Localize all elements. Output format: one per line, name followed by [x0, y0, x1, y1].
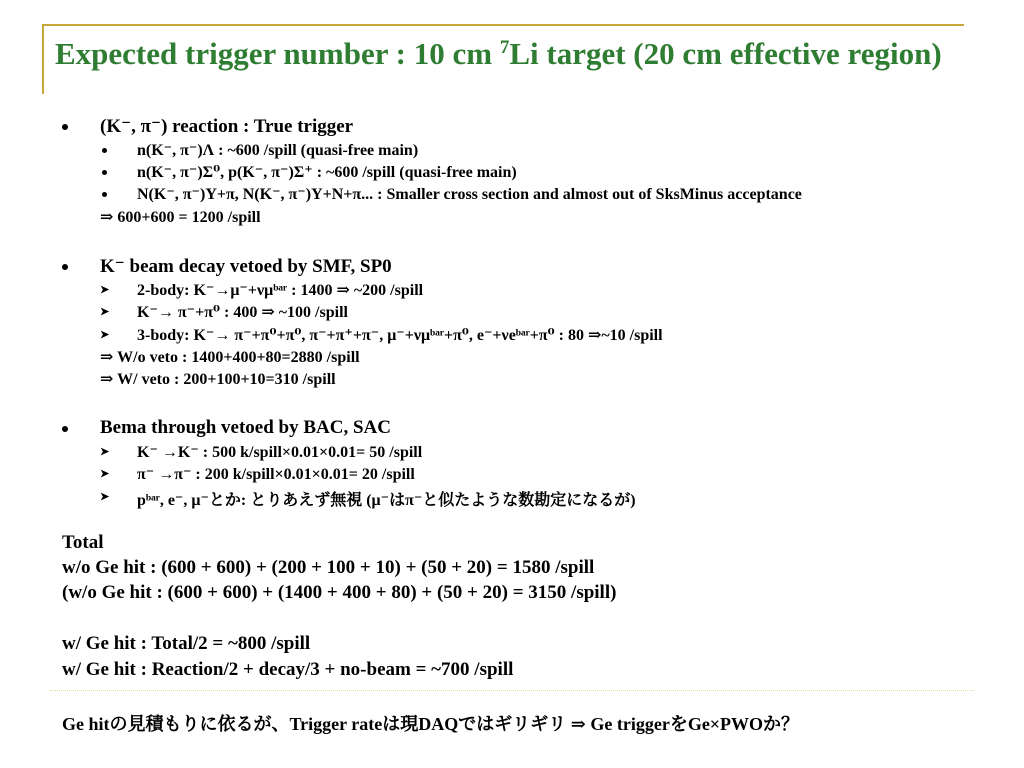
- footer-note: Ge hitの見積もりに依るが、Trigger rateは現DAQではギリギリ ⇒ Ge triggerをGe×PWOか？: [62, 714, 800, 734]
- total-line: w/o Ge hit : (600 + 600) + (200 + 100 + 10) + (50 + 20) = 1580 /spill: [62, 557, 595, 578]
- section-heading-beam: Bema through vetoed by BAC, SAC: [100, 417, 392, 438]
- bullet-dot: [62, 264, 68, 270]
- section-result: ⇒ W/ veto : 200+100+10=310 /spill: [100, 371, 336, 388]
- bullet-dot: [62, 426, 68, 432]
- section-result: ⇒ W/o veto : 1400+400+80=2880 /spill: [100, 349, 360, 366]
- list-item: π⁻ →π⁻ : 200 k/spill×0.01×0.01= 20 /spill: [137, 466, 415, 483]
- bottom-rule: [50, 690, 974, 691]
- arrow-bullet-icon: ➤: [100, 491, 110, 503]
- list-item: K⁻ →K⁻ : 500 k/spill×0.01×0.01= 50 /spill: [137, 444, 423, 461]
- sub-bullet-dot: [102, 170, 107, 175]
- sub-bullet-dot: [102, 148, 107, 153]
- title-rule-left: [42, 24, 44, 94]
- arrow-bullet-icon: ➤: [100, 284, 110, 296]
- list-item: 2-body: K⁻→μ⁻+νμᵇᵃʳ : 1400 ⇒ ~200 /spill: [137, 282, 424, 299]
- sub-bullet-dot: [102, 192, 107, 197]
- title-rule-top: [42, 24, 964, 26]
- arrow-bullet-icon: ➤: [100, 446, 110, 458]
- bullet-dot: [62, 124, 68, 130]
- total-line: w/ Ge hit : Reaction/2 + decay/3 + no-beam = ~700 /spill: [62, 659, 514, 680]
- section-heading-decay: K⁻ beam decay vetoed by SMF, SP0: [100, 256, 392, 277]
- slide-title: Expected trigger number : 10 cm $^7$Li target (20 cm effective region): [55, 36, 942, 71]
- section-result: ⇒ 600+600 = 1200 /spill: [100, 209, 261, 226]
- list-item: N(K⁻, π⁻)Y+π, N(K⁻, π⁻)Y+N+π... : Smaller cross section and almost out of SksMinus acceptance: [137, 186, 802, 203]
- arrow-bullet-icon: ➤: [100, 468, 110, 480]
- section-heading-reaction: (K⁻, π⁻) reaction : True trigger: [100, 116, 354, 137]
- arrow-bullet-icon: ➤: [100, 306, 110, 318]
- arrow-bullet-icon: ➤: [100, 329, 110, 341]
- total-label: Total: [62, 532, 104, 553]
- list-item: n(K⁻, π⁻)Λ : ~600 /spill (quasi-free main): [137, 142, 419, 159]
- total-line: w/ Ge hit : Total/2 = ~800 /spill: [62, 633, 311, 654]
- list-item: pᵇᵃʳ, e⁻, μ⁻とか: とりあえず無視 (μ⁻はπ⁻と似たような数勘定になるが): [137, 492, 636, 509]
- total-line: (w/o Ge hit : (600 + 600) + (1400 + 400 + 80) + (50 + 20) = 3150 /spill): [62, 582, 617, 603]
- list-item: n(K⁻, π⁻)Σ⁰, p(K⁻, π⁻)Σ⁺ : ~600 /spill (quasi-free main): [137, 164, 517, 181]
- list-item: K⁻→ π⁻+π⁰ : 400 ⇒ ~100 /spill: [137, 304, 348, 321]
- list-item: 3-body: K⁻→ π⁻+π⁰+π⁰, π⁻+π⁺+π⁻, μ⁻+νμᵇᵃʳ+π⁰, e⁻+νeᵇᵃʳ+π⁰ : 80 ⇒~10 /spill: [137, 327, 663, 344]
